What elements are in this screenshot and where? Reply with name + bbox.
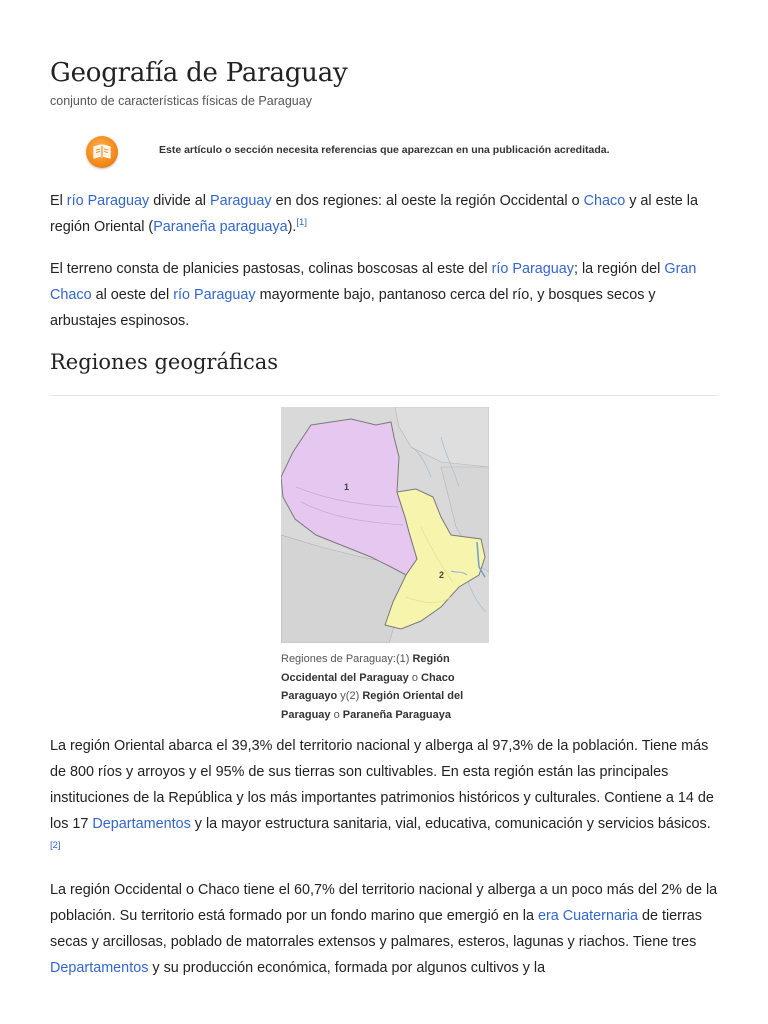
link-rio-paraguay[interactable]: río Paraguay: [66, 193, 150, 209]
map-label-2: 2: [439, 570, 445, 580]
section-heading-regiones: Regiones geográficas: [50, 350, 279, 374]
link-paraguay[interactable]: Paraguay: [210, 193, 272, 209]
paraguay-regions-map[interactable]: [281, 407, 489, 643]
page-subtitle: conjunto de características físicas de Paraguay: [50, 94, 312, 108]
link-paranena-paraguaya[interactable]: Paraneña paraguaya: [153, 219, 288, 235]
link-rio-paraguay-3[interactable]: río Paraguay: [173, 287, 256, 303]
paragraph-terrain: El terreno consta de planicies pastosas, colinas boscosas al este del río Paraguay; la región del Gran Chaco al oeste del río Paraguay mayormente bajo, pantanoso cerca del río, y bosques secos y arbustajes espinosos.: [50, 261, 697, 329]
page-title: Geografía de Paraguay: [50, 58, 348, 88]
link-rio-paraguay-2[interactable]: río Paraguay: [491, 261, 574, 277]
section-divider: [50, 395, 718, 396]
map-label-1: 1: [344, 482, 350, 492]
paragraph-region-occidental: La región Occidental o Chaco tiene el 60,7% del territorio nacional y alberga a un poco más del 2% de la población. Su territorio está formado por un fondo marino que emergió en la era Cuaternaria de tierras secas y arcillosas, poblado de matorrales extensos y palmares, esteros, lagunas y riachos. Tiene tres Departamentos y su producción económica, formada por algunos cultivos y la: [50, 882, 718, 976]
link-era-cuaternaria[interactable]: era Cuaternaria: [537, 908, 638, 924]
book-warning-icon: [86, 136, 118, 168]
link-departamentos-2[interactable]: Departamentos: [50, 960, 149, 976]
link-gran-chaco[interactable]: Gran Chaco: [50, 261, 697, 303]
link-chaco[interactable]: Chaco: [583, 193, 626, 209]
reference-1[interactable]: [1]: [296, 217, 307, 229]
paragraph-intro: El río Paraguay divide al Paraguay en dos regiones: al oeste la región Occidental o Chaco y al este la región Oriental (Paraneña paraguaya).[1]: [50, 193, 699, 235]
link-departamentos[interactable]: Departamentos: [92, 816, 191, 832]
notice-text: Este artículo o sección necesita referencias que aparezcan en una publicación acreditada.: [159, 144, 610, 156]
map-caption: Regiones de Paraguay:(1) Región Occidental del Paraguay o Chaco Paraguayo y(2) Región Oriental del Paraguay o Paraneña Paraguaya: [281, 653, 464, 721]
reference-2[interactable]: [2]: [50, 840, 61, 852]
paragraph-region-oriental: La región Oriental abarca el 39,3% del territorio nacional y alberga al 97,3% de la población. Tiene más de 800 ríos y arroyos y el 95% de sus tierras son cultivables. En esta región están las principales instituciones de la República y los más importantes patrimonios históricos y culturales. Contiene a 14 de los 17 Departamentos y la mayor estructura sanitaria, vial, educativa, comunicación y servicios básicos.[2]: [50, 738, 714, 852]
references-notice: [86, 136, 686, 172]
